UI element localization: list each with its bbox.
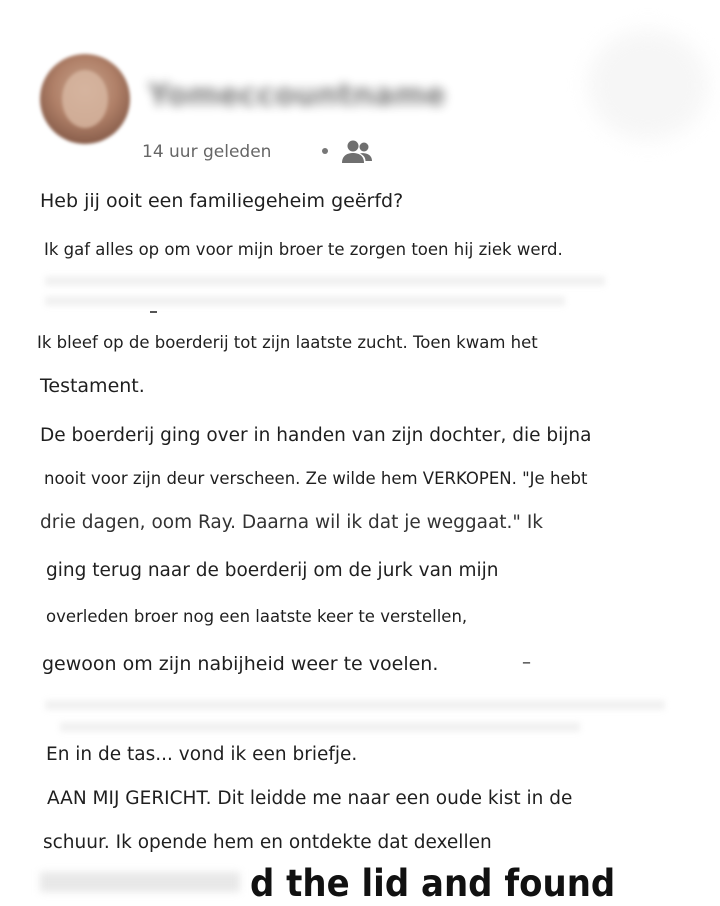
post-line-12: AAN MIJ GERICHT. Dit leidde me naar een oude kist in de <box>47 788 573 809</box>
faint-line <box>45 276 605 286</box>
stray-mark <box>150 311 157 313</box>
post-line-14-cut-off: d the lid and found <box>250 862 616 906</box>
post-line-7: drie dagen, oom Ray. Daarna wil ik dat je weggaat." Ik <box>40 512 543 533</box>
faint-line <box>45 296 565 306</box>
post-line-9: overleden broer nog een laatste keer te verstellen, <box>46 607 468 626</box>
avatar-face <box>62 70 108 128</box>
dash-mark: – <box>522 652 531 673</box>
post-timestamp[interactable]: 14 uur geleden <box>142 142 272 162</box>
friends-icon[interactable] <box>340 138 374 166</box>
avatar[interactable] <box>40 54 130 144</box>
faint-line <box>60 722 580 732</box>
post-line-6: nooit voor zijn deur verscheen. Ze wilde hem VERKOPEN. "Je hebt <box>44 469 588 488</box>
blurred-corner-region <box>588 30 708 140</box>
faint-line <box>45 700 665 710</box>
post-line-8: ging terug naar de boerderij om de jurk van mijn <box>46 560 499 581</box>
account-name[interactable]: Yomeccountname <box>148 78 446 113</box>
post-line-2: Ik gaf alles op om voor mijn broer te zorgen toen hij ziek werd. <box>44 240 563 259</box>
post-line-1: Heb jij ooit een familiegeheim geërfd? <box>40 190 404 212</box>
post-line-3: Ik bleef op de boerderij tot zijn laatste zucht. Toen kwam het <box>37 333 538 352</box>
post-line-10: gewoon om zijn nabijheid weer te voelen. <box>42 653 439 675</box>
post-line-5: De boerderij ging over in handen van zijn dochter, die bijna <box>40 425 592 446</box>
separator-dot <box>322 148 328 154</box>
post-line-4: Testament. <box>40 375 145 397</box>
faint-line <box>40 872 240 892</box>
post-line-11: En in de tas... vond ik een briefje. <box>46 744 358 765</box>
post-line-13: schuur. Ik opende hem en ontdekte dat dexellen <box>43 832 492 853</box>
